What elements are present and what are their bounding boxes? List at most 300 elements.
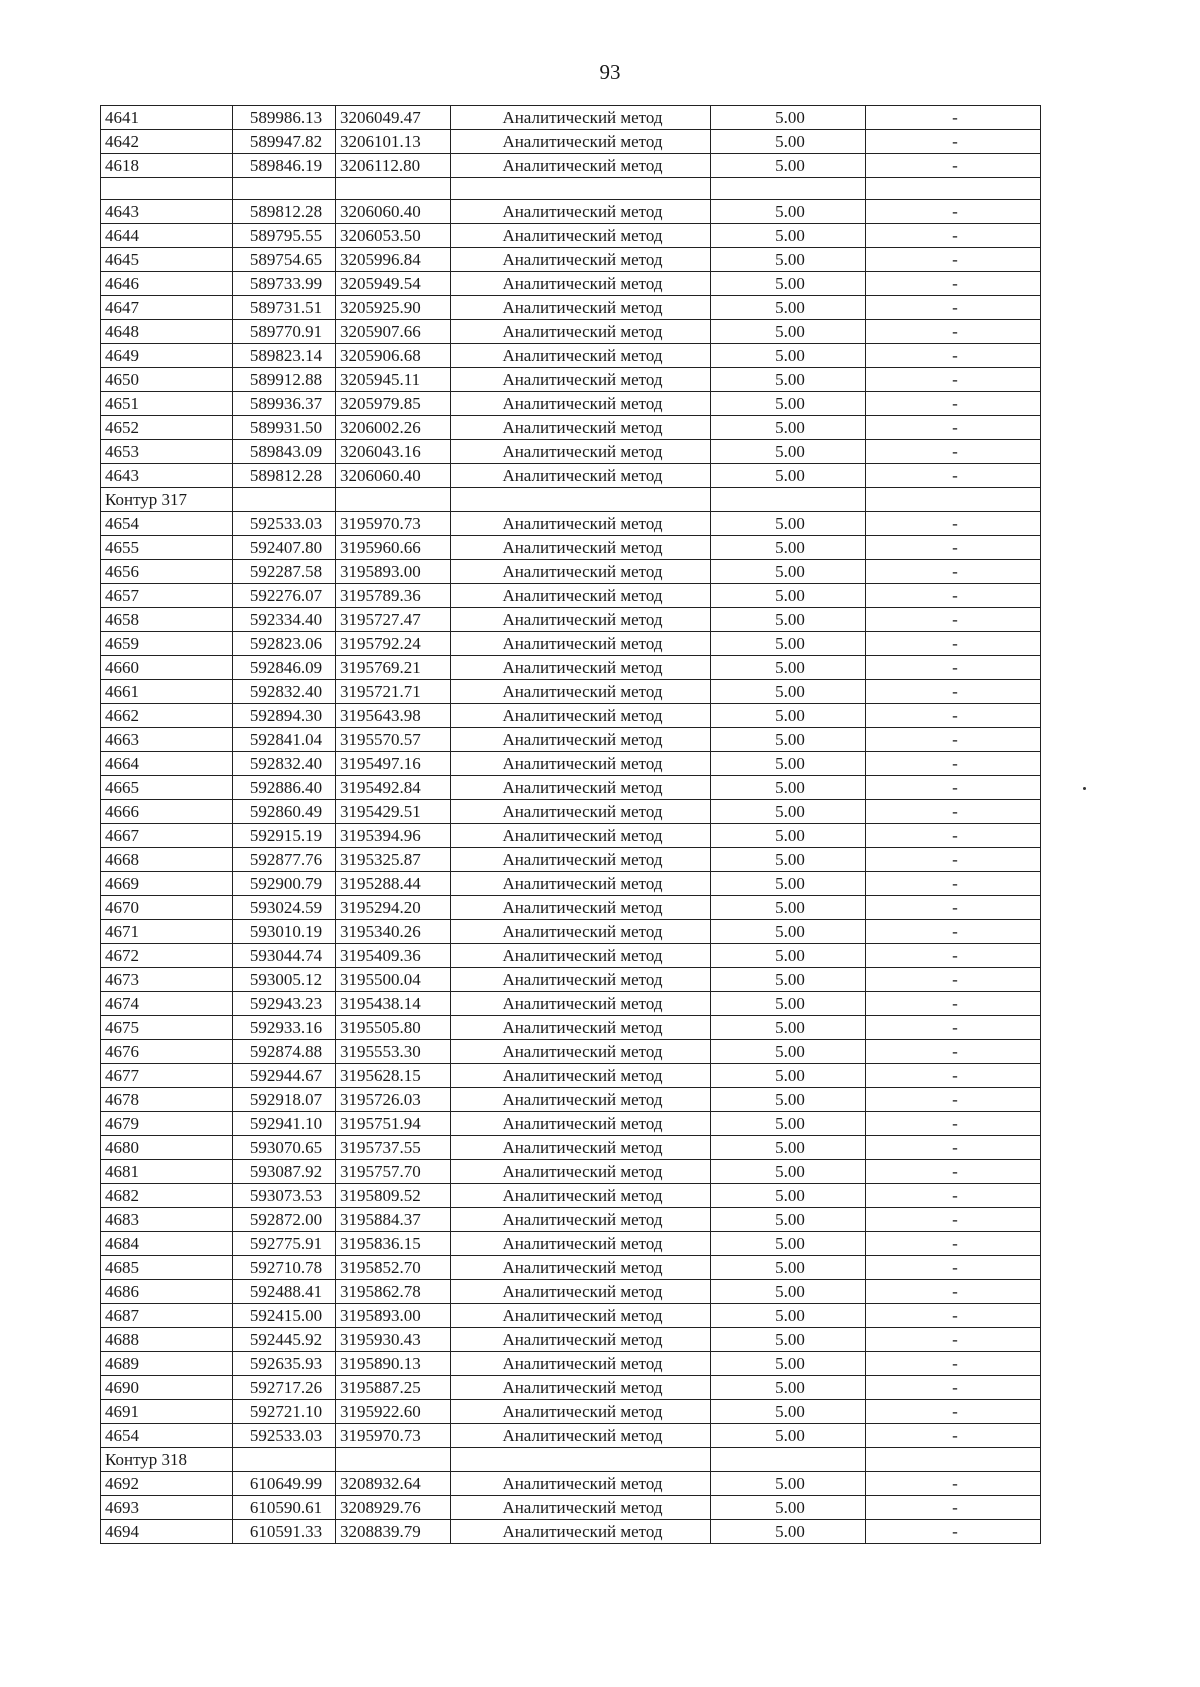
table-row [101, 1136, 1041, 1160]
point-number-cell: 4686 [101, 1280, 233, 1304]
method-cell: Аналитический метод [451, 944, 711, 968]
point-number-cell: 4657 [101, 584, 233, 608]
point-number-cell: 4643 [101, 200, 233, 224]
accuracy-cell: 5.00 [711, 1088, 866, 1112]
note-cell: - [866, 704, 1041, 728]
accuracy-cell: 5.00 [711, 752, 866, 776]
empty-cell [233, 488, 336, 512]
empty-cell [336, 1448, 451, 1472]
accuracy-cell: 5.00 [711, 896, 866, 920]
note-cell: - [866, 1280, 1041, 1304]
accuracy-cell: 5.00 [711, 1280, 866, 1304]
table-row [101, 1496, 1041, 1520]
method-cell: Аналитический метод [451, 248, 711, 272]
note-cell: - [866, 728, 1041, 752]
x-coordinate-cell: 610590.61 [233, 1496, 336, 1520]
note-cell: - [866, 1472, 1041, 1496]
y-coordinate-cell: 3195769.21 [336, 656, 451, 680]
x-coordinate-cell: 589754.65 [233, 248, 336, 272]
note-cell: - [866, 1304, 1041, 1328]
x-coordinate-cell: 592445.92 [233, 1328, 336, 1352]
method-cell: Аналитический метод [451, 1304, 711, 1328]
method-cell: Аналитический метод [451, 968, 711, 992]
contour-header-row [101, 1448, 1041, 1472]
point-number-cell: 4665 [101, 776, 233, 800]
note-cell: - [866, 1016, 1041, 1040]
note-cell: - [866, 248, 1041, 272]
table-row [101, 1304, 1041, 1328]
method-cell: Аналитический метод [451, 848, 711, 872]
table-row [101, 200, 1041, 224]
point-number-cell: 4660 [101, 656, 233, 680]
accuracy-cell: 5.00 [711, 1376, 866, 1400]
table-row [101, 1088, 1041, 1112]
table-row [101, 584, 1041, 608]
point-number-cell: 4654 [101, 1424, 233, 1448]
accuracy-cell: 5.00 [711, 968, 866, 992]
x-coordinate-cell: 592832.40 [233, 680, 336, 704]
table-row [101, 272, 1041, 296]
note-cell: - [866, 464, 1041, 488]
accuracy-cell: 5.00 [711, 272, 866, 296]
y-coordinate-cell: 3195887.25 [336, 1376, 451, 1400]
method-cell: Аналитический метод [451, 1424, 711, 1448]
table-row [101, 776, 1041, 800]
note-cell: - [866, 224, 1041, 248]
x-coordinate-cell: 589823.14 [233, 344, 336, 368]
empty-cell [711, 488, 866, 512]
y-coordinate-cell: 3195721.71 [336, 680, 451, 704]
point-number-cell: 4689 [101, 1352, 233, 1376]
x-coordinate-cell: 589770.91 [233, 320, 336, 344]
table-row [101, 704, 1041, 728]
x-coordinate-cell: 593044.74 [233, 944, 336, 968]
y-coordinate-cell: 3195960.66 [336, 536, 451, 560]
page-number: 93 [599, 60, 621, 84]
accuracy-cell: 5.00 [711, 632, 866, 656]
y-coordinate-cell: 3195727.47 [336, 608, 451, 632]
empty-cell [711, 1448, 866, 1472]
method-cell: Аналитический метод [451, 536, 711, 560]
y-coordinate-cell: 3195809.52 [336, 1184, 451, 1208]
x-coordinate-cell: 589931.50 [233, 416, 336, 440]
method-cell: Аналитический метод [451, 1232, 711, 1256]
table-row [101, 416, 1041, 440]
table-row [101, 1256, 1041, 1280]
table-row [101, 154, 1041, 178]
y-coordinate-cell: 3205907.66 [336, 320, 451, 344]
accuracy-cell: 5.00 [711, 1136, 866, 1160]
method-cell: Аналитический метод [451, 1112, 711, 1136]
x-coordinate-cell: 592775.91 [233, 1232, 336, 1256]
table-row [101, 1400, 1041, 1424]
x-coordinate-cell: 592488.41 [233, 1280, 336, 1304]
x-coordinate-cell: 592841.04 [233, 728, 336, 752]
note-cell: - [866, 1232, 1041, 1256]
y-coordinate-cell: 3205925.90 [336, 296, 451, 320]
method-cell: Аналитический метод [451, 1280, 711, 1304]
y-coordinate-cell: 3195288.44 [336, 872, 451, 896]
method-cell: Аналитический метод [451, 800, 711, 824]
table-row [101, 944, 1041, 968]
point-number-cell: 4642 [101, 130, 233, 154]
method-cell: Аналитический метод [451, 1472, 711, 1496]
table-row [101, 656, 1041, 680]
x-coordinate-cell: 589846.19 [233, 154, 336, 178]
point-number-cell: 4661 [101, 680, 233, 704]
note-cell: - [866, 944, 1041, 968]
x-coordinate-cell: 593010.19 [233, 920, 336, 944]
accuracy-cell: 5.00 [711, 848, 866, 872]
point-number-cell: 4653 [101, 440, 233, 464]
x-coordinate-cell: 592933.16 [233, 1016, 336, 1040]
table-row [101, 344, 1041, 368]
y-coordinate-cell: 3195553.30 [336, 1040, 451, 1064]
x-coordinate-cell: 589936.37 [233, 392, 336, 416]
point-number-cell: 4649 [101, 344, 233, 368]
table-row [101, 728, 1041, 752]
point-number-cell: 4673 [101, 968, 233, 992]
scan-speck [1083, 787, 1086, 790]
table-row [101, 800, 1041, 824]
table-row [101, 224, 1041, 248]
x-coordinate-cell: 592710.78 [233, 1256, 336, 1280]
x-coordinate-cell: 589733.99 [233, 272, 336, 296]
note-cell: - [866, 296, 1041, 320]
point-number-cell: 4669 [101, 872, 233, 896]
note-cell: - [866, 992, 1041, 1016]
y-coordinate-cell: 3205996.84 [336, 248, 451, 272]
accuracy-cell: 5.00 [711, 1208, 866, 1232]
y-coordinate-cell: 3195628.15 [336, 1064, 451, 1088]
table-row [101, 1184, 1041, 1208]
method-cell: Аналитический метод [451, 656, 711, 680]
x-coordinate-cell: 592886.40 [233, 776, 336, 800]
y-coordinate-cell: 3206112.80 [336, 154, 451, 178]
accuracy-cell: 5.00 [711, 1016, 866, 1040]
x-coordinate-cell: 589795.55 [233, 224, 336, 248]
note-cell: - [866, 1376, 1041, 1400]
accuracy-cell: 5.00 [711, 248, 866, 272]
point-number-cell: 4682 [101, 1184, 233, 1208]
method-cell: Аналитический метод [451, 1088, 711, 1112]
accuracy-cell: 5.00 [711, 1232, 866, 1256]
accuracy-cell: 5.00 [711, 1496, 866, 1520]
accuracy-cell: 5.00 [711, 824, 866, 848]
table-row [101, 920, 1041, 944]
note-cell: - [866, 1136, 1041, 1160]
y-coordinate-cell: 3205949.54 [336, 272, 451, 296]
x-coordinate-cell: 592872.00 [233, 1208, 336, 1232]
note-cell: - [866, 1520, 1041, 1544]
method-cell: Аналитический метод [451, 320, 711, 344]
accuracy-cell: 5.00 [711, 296, 866, 320]
table-row [101, 1160, 1041, 1184]
point-number-cell: 4693 [101, 1496, 233, 1520]
x-coordinate-cell: 592894.30 [233, 704, 336, 728]
note-cell: - [866, 320, 1041, 344]
x-coordinate-cell: 610591.33 [233, 1520, 336, 1544]
accuracy-cell: 5.00 [711, 200, 866, 224]
accuracy-cell: 5.00 [711, 1400, 866, 1424]
x-coordinate-cell: 589843.09 [233, 440, 336, 464]
point-number-cell: 4651 [101, 392, 233, 416]
method-cell: Аналитический метод [451, 224, 711, 248]
coordinates-table [100, 105, 1041, 1544]
y-coordinate-cell: 3195890.13 [336, 1352, 451, 1376]
method-cell: Аналитический метод [451, 824, 711, 848]
y-coordinate-cell: 3206053.50 [336, 224, 451, 248]
accuracy-cell: 5.00 [711, 1112, 866, 1136]
x-coordinate-cell: 589731.51 [233, 296, 336, 320]
table-row [101, 464, 1041, 488]
table-row [101, 1016, 1041, 1040]
note-cell: - [866, 106, 1041, 130]
y-coordinate-cell: 3206101.13 [336, 130, 451, 154]
method-cell: Аналитический метод [451, 1520, 711, 1544]
accuracy-cell: 5.00 [711, 1520, 866, 1544]
method-cell: Аналитический метод [451, 272, 711, 296]
x-coordinate-cell: 592900.79 [233, 872, 336, 896]
note-cell: - [866, 272, 1041, 296]
accuracy-cell: 5.00 [711, 872, 866, 896]
y-coordinate-cell: 3206002.26 [336, 416, 451, 440]
note-cell: - [866, 632, 1041, 656]
note-cell: - [866, 1496, 1041, 1520]
point-number-cell: 4662 [101, 704, 233, 728]
y-coordinate-cell: 3195726.03 [336, 1088, 451, 1112]
empty-cell [451, 1448, 711, 1472]
x-coordinate-cell: 592832.40 [233, 752, 336, 776]
table-row [101, 968, 1041, 992]
accuracy-cell: 5.00 [711, 728, 866, 752]
point-number-cell: 4676 [101, 1040, 233, 1064]
method-cell: Аналитический метод [451, 416, 711, 440]
accuracy-cell: 5.00 [711, 1424, 866, 1448]
point-number-cell: 4688 [101, 1328, 233, 1352]
point-number-cell: 4644 [101, 224, 233, 248]
y-coordinate-cell: 3195340.26 [336, 920, 451, 944]
x-coordinate-cell: 589812.28 [233, 200, 336, 224]
y-coordinate-cell: 3195409.36 [336, 944, 451, 968]
accuracy-cell: 5.00 [711, 416, 866, 440]
note-cell: - [866, 608, 1041, 632]
point-number-cell: 4652 [101, 416, 233, 440]
accuracy-cell: 5.00 [711, 1352, 866, 1376]
x-coordinate-cell: 589812.28 [233, 464, 336, 488]
method-cell: Аналитический метод [451, 1256, 711, 1280]
method-cell: Аналитический метод [451, 368, 711, 392]
table-row [101, 296, 1041, 320]
table-row [101, 392, 1041, 416]
table-row [101, 320, 1041, 344]
x-coordinate-cell: 610649.99 [233, 1472, 336, 1496]
y-coordinate-cell: 3195836.15 [336, 1232, 451, 1256]
point-number-cell: 4646 [101, 272, 233, 296]
x-coordinate-cell: 592717.26 [233, 1376, 336, 1400]
accuracy-cell: 5.00 [711, 512, 866, 536]
note-cell: - [866, 1328, 1041, 1352]
x-coordinate-cell: 592415.00 [233, 1304, 336, 1328]
y-coordinate-cell: 3195893.00 [336, 560, 451, 584]
y-coordinate-cell: 3195852.70 [336, 1256, 451, 1280]
note-cell: - [866, 680, 1041, 704]
empty-cell [233, 1448, 336, 1472]
y-coordinate-cell: 3195757.70 [336, 1160, 451, 1184]
point-number-cell: 4668 [101, 848, 233, 872]
accuracy-cell: 5.00 [711, 560, 866, 584]
method-cell: Аналитический метод [451, 896, 711, 920]
table-row [101, 1520, 1041, 1544]
y-coordinate-cell: 3195500.04 [336, 968, 451, 992]
method-cell: Аналитический метод [451, 1016, 711, 1040]
point-number-cell: 4671 [101, 920, 233, 944]
empty-cell [101, 178, 233, 200]
table-row [101, 560, 1041, 584]
x-coordinate-cell: 589986.13 [233, 106, 336, 130]
x-coordinate-cell: 592944.67 [233, 1064, 336, 1088]
accuracy-cell: 5.00 [711, 584, 866, 608]
accuracy-cell: 5.00 [711, 992, 866, 1016]
y-coordinate-cell: 3195643.98 [336, 704, 451, 728]
note-cell: - [866, 920, 1041, 944]
accuracy-cell: 5.00 [711, 608, 866, 632]
note-cell: - [866, 130, 1041, 154]
point-number-cell: 4674 [101, 992, 233, 1016]
table-row [101, 1328, 1041, 1352]
accuracy-cell: 5.00 [711, 1184, 866, 1208]
point-number-cell: 4667 [101, 824, 233, 848]
point-number-cell: 4663 [101, 728, 233, 752]
y-coordinate-cell: 3205945.11 [336, 368, 451, 392]
empty-cell [866, 178, 1041, 200]
table-row [101, 512, 1041, 536]
method-cell: Аналитический метод [451, 1352, 711, 1376]
y-coordinate-cell: 3206060.40 [336, 464, 451, 488]
point-number-cell: 4692 [101, 1472, 233, 1496]
y-coordinate-cell: 3205979.85 [336, 392, 451, 416]
note-cell: - [866, 584, 1041, 608]
note-cell: - [866, 656, 1041, 680]
empty-cell [451, 178, 711, 200]
note-cell: - [866, 368, 1041, 392]
x-coordinate-cell: 593073.53 [233, 1184, 336, 1208]
accuracy-cell: 5.00 [711, 106, 866, 130]
blank-row [101, 178, 1041, 200]
table-row [101, 130, 1041, 154]
x-coordinate-cell: 593087.92 [233, 1160, 336, 1184]
method-cell: Аналитический метод [451, 440, 711, 464]
table-row [101, 368, 1041, 392]
table-row [101, 896, 1041, 920]
y-coordinate-cell: 3195492.84 [336, 776, 451, 800]
accuracy-cell: 5.00 [711, 680, 866, 704]
empty-cell [336, 488, 451, 512]
method-cell: Аналитический метод [451, 920, 711, 944]
y-coordinate-cell: 3195862.78 [336, 1280, 451, 1304]
table-row [101, 1232, 1041, 1256]
accuracy-cell: 5.00 [711, 440, 866, 464]
x-coordinate-cell: 592860.49 [233, 800, 336, 824]
y-coordinate-cell: 3206043.16 [336, 440, 451, 464]
x-coordinate-cell: 592846.09 [233, 656, 336, 680]
method-cell: Аналитический метод [451, 584, 711, 608]
note-cell: - [866, 776, 1041, 800]
point-number-cell: 4641 [101, 106, 233, 130]
point-number-cell: 4654 [101, 512, 233, 536]
note-cell: - [866, 416, 1041, 440]
note-cell: - [866, 896, 1041, 920]
point-number-cell: 4645 [101, 248, 233, 272]
accuracy-cell: 5.00 [711, 368, 866, 392]
table-row [101, 1376, 1041, 1400]
method-cell: Аналитический метод [451, 872, 711, 896]
coordinates-table-body [101, 106, 1041, 1544]
method-cell: Аналитический метод [451, 200, 711, 224]
accuracy-cell: 5.00 [711, 224, 866, 248]
table-row [101, 248, 1041, 272]
table-row [101, 680, 1041, 704]
x-coordinate-cell: 592533.03 [233, 512, 336, 536]
note-cell: - [866, 1160, 1041, 1184]
empty-cell [336, 178, 451, 200]
table-row [101, 1064, 1041, 1088]
x-coordinate-cell: 592721.10 [233, 1400, 336, 1424]
method-cell: Аналитический метод [451, 1136, 711, 1160]
note-cell: - [866, 1400, 1041, 1424]
y-coordinate-cell: 3195570.57 [336, 728, 451, 752]
y-coordinate-cell: 3195789.36 [336, 584, 451, 608]
method-cell: Аналитический метод [451, 1496, 711, 1520]
note-cell: - [866, 1424, 1041, 1448]
accuracy-cell: 5.00 [711, 154, 866, 178]
contour-header-row [101, 488, 1041, 512]
point-number-cell: 4679 [101, 1112, 233, 1136]
method-cell: Аналитический метод [451, 1064, 711, 1088]
accuracy-cell: 5.00 [711, 1472, 866, 1496]
point-number-cell: 4681 [101, 1160, 233, 1184]
point-number-cell: 4664 [101, 752, 233, 776]
y-coordinate-cell: 3205906.68 [336, 344, 451, 368]
accuracy-cell: 5.00 [711, 776, 866, 800]
method-cell: Аналитический метод [451, 776, 711, 800]
x-coordinate-cell: 592276.07 [233, 584, 336, 608]
y-coordinate-cell: 3195294.20 [336, 896, 451, 920]
point-number-cell: 4684 [101, 1232, 233, 1256]
point-number-cell: 4655 [101, 536, 233, 560]
x-coordinate-cell: 592874.88 [233, 1040, 336, 1064]
note-cell: - [866, 154, 1041, 178]
x-coordinate-cell: 589912.88 [233, 368, 336, 392]
point-number-cell: 4658 [101, 608, 233, 632]
accuracy-cell: 5.00 [711, 920, 866, 944]
x-coordinate-cell: 592533.03 [233, 1424, 336, 1448]
point-number-cell: 4650 [101, 368, 233, 392]
point-number-cell: 4648 [101, 320, 233, 344]
note-cell: - [866, 848, 1041, 872]
x-coordinate-cell: 592941.10 [233, 1112, 336, 1136]
note-cell: - [866, 1064, 1041, 1088]
x-coordinate-cell: 592334.40 [233, 608, 336, 632]
y-coordinate-cell: 3195394.96 [336, 824, 451, 848]
note-cell: - [866, 440, 1041, 464]
note-cell: - [866, 392, 1041, 416]
method-cell: Аналитический метод [451, 728, 711, 752]
note-cell: - [866, 1112, 1041, 1136]
note-cell: - [866, 752, 1041, 776]
accuracy-cell: 5.00 [711, 1328, 866, 1352]
accuracy-cell: 5.00 [711, 1304, 866, 1328]
